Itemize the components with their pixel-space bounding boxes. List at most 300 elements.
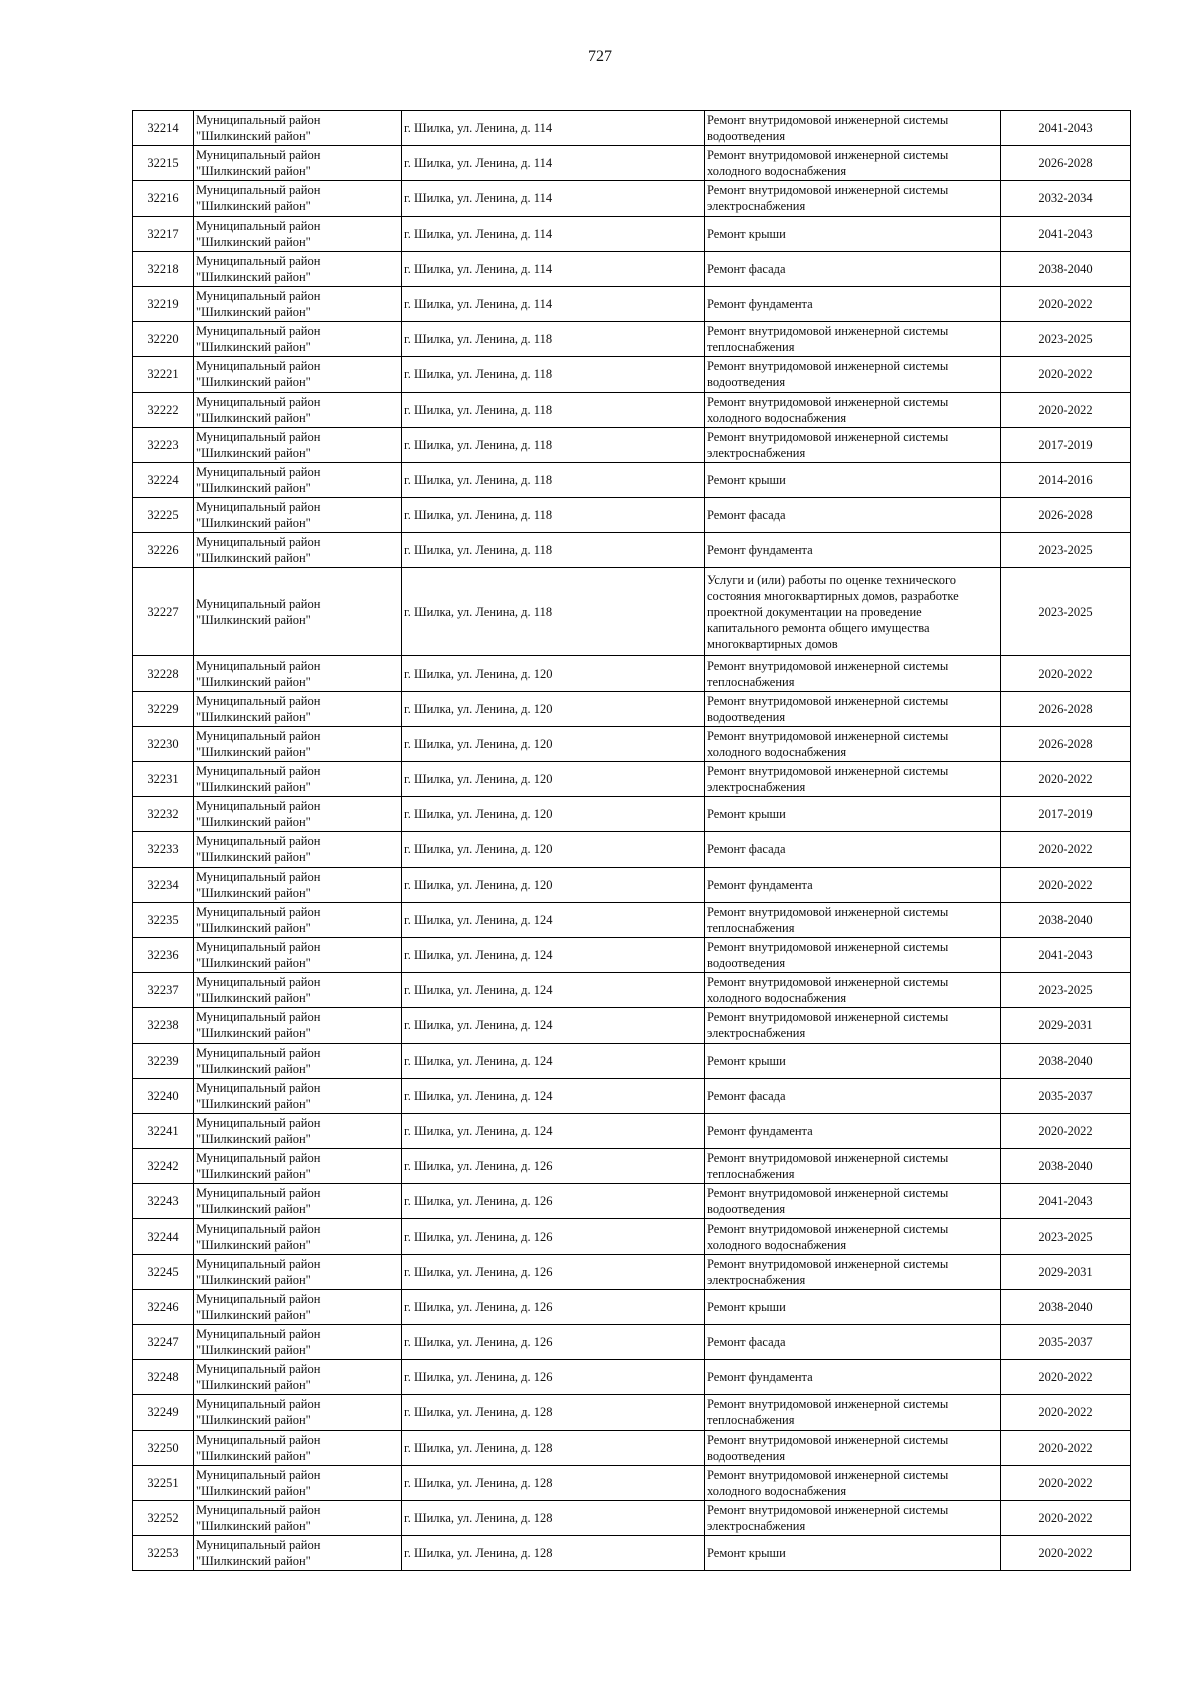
municipality-cell: [194, 1536, 402, 1571]
work-type-line: Ремонт фасада: [707, 1335, 786, 1350]
municipality-line: "Шилкинский район": [196, 744, 311, 759]
municipality-line: "Шилкинский район": [196, 340, 311, 355]
table-row: [133, 1219, 1131, 1254]
municipality-cell: [194, 392, 402, 427]
address-cell: г. Шилка, ул. Ленина, д. 126: [402, 1219, 705, 1254]
address-cell: г. Шилка, ул. Ленина, д. 118: [402, 462, 705, 497]
row-number-cell: 32233: [133, 832, 194, 867]
address-cell: г. Шилка, ул. Ленина, д. 118: [402, 357, 705, 392]
municipality-cell: [194, 937, 402, 972]
period-cell: 2020-2022: [1001, 867, 1131, 902]
address-cell: г. Шилка, ул. Ленина, д. 114: [402, 181, 705, 216]
work-type-line: Ремонт крыши: [707, 807, 786, 822]
municipality-line: Муниципальный район: [196, 1538, 321, 1553]
period-cell: 2023-2025: [1001, 973, 1131, 1008]
table-row: [133, 1536, 1131, 1571]
row-number-cell: 32250: [133, 1430, 194, 1465]
table-row: [133, 111, 1131, 146]
row-number-cell: 32230: [133, 726, 194, 761]
table-row: [133, 462, 1131, 497]
table-row: [133, 656, 1131, 691]
table-row: [133, 973, 1131, 1008]
work-type-line: водоотведения: [707, 129, 786, 144]
table-row: [133, 902, 1131, 937]
work-type-cell: [705, 568, 1001, 656]
page-number: 727: [588, 48, 612, 65]
municipality-line: "Шилкинский район": [196, 305, 311, 320]
municipality-cell: [194, 111, 402, 146]
table-row: [133, 392, 1131, 427]
table-row: [133, 251, 1131, 286]
work-type-line: Ремонт внутридомовой инженерной системы: [707, 1221, 949, 1236]
municipality-line: Муниципальный район: [196, 764, 321, 779]
municipality-line: "Шилкинский район": [196, 234, 311, 249]
period-cell: 2023-2025: [1001, 533, 1131, 568]
row-number-cell: 32245: [133, 1254, 194, 1289]
address-cell: г. Шилка, ул. Ленина, д. 128: [402, 1500, 705, 1535]
row-number-cell: 32241: [133, 1113, 194, 1148]
table-row: [133, 691, 1131, 726]
work-type-cell: [705, 937, 1001, 972]
address-cell: г. Шилка, ул. Ленина, д. 124: [402, 973, 705, 1008]
municipality-line: Муниципальный район: [196, 253, 321, 268]
work-type-line: Ремонт фасада: [707, 1088, 786, 1103]
municipality-cell: [194, 1289, 402, 1324]
work-type-cell: [705, 322, 1001, 357]
work-type-cell: [705, 1536, 1001, 1571]
municipality-line: "Шилкинский район": [196, 674, 311, 689]
address-cell: г. Шилка, ул. Ленина, д. 128: [402, 1430, 705, 1465]
table-row: [133, 146, 1131, 181]
municipality-cell: [194, 1325, 402, 1360]
municipality-cell: [194, 726, 402, 761]
period-cell: 2023-2025: [1001, 568, 1131, 656]
work-type-line: Ремонт крыши: [707, 1299, 786, 1314]
municipality-line: "Шилкинский район": [196, 1343, 311, 1358]
work-type-cell: [705, 1360, 1001, 1395]
municipality-cell: [194, 1465, 402, 1500]
row-number-cell: 32214: [133, 111, 194, 146]
table-row: [133, 1325, 1131, 1360]
period-cell: 2020-2022: [1001, 1500, 1131, 1535]
municipality-line: Муниципальный район: [196, 728, 321, 743]
period-cell: 2041-2043: [1001, 1184, 1131, 1219]
period-cell: 2041-2043: [1001, 216, 1131, 251]
work-type-cell: [705, 1184, 1001, 1219]
table-row: [133, 1043, 1131, 1078]
municipality-line: Муниципальный район: [196, 464, 321, 479]
municipality-line: "Шилкинский район": [196, 269, 311, 284]
address-cell: г. Шилка, ул. Ленина, д. 118: [402, 568, 705, 656]
period-cell: 2020-2022: [1001, 832, 1131, 867]
row-number-cell: 32243: [133, 1184, 194, 1219]
period-cell: 2029-2031: [1001, 1008, 1131, 1043]
table-body: [133, 111, 1131, 1571]
municipality-cell: [194, 251, 402, 286]
period-cell: 2026-2028: [1001, 726, 1131, 761]
work-type-line: Ремонт внутридомовой инженерной системы: [707, 1186, 949, 1201]
municipality-line: "Шилкинский район": [196, 375, 311, 390]
work-type-line: Ремонт внутридомовой инженерной системы: [707, 1503, 949, 1518]
municipality-cell: [194, 1360, 402, 1395]
municipality-line: "Шилкинский район": [196, 164, 311, 179]
municipality-line: "Шилкинский район": [196, 199, 311, 214]
municipality-line: "Шилкинский район": [196, 1554, 311, 1569]
work-type-line: Ремонт фундамента: [707, 1123, 813, 1138]
address-cell: г. Шилка, ул. Ленина, д. 128: [402, 1465, 705, 1500]
work-type-line: Ремонт внутридомовой инженерной системы: [707, 148, 949, 163]
table-row: [133, 568, 1131, 656]
municipality-line: "Шилкинский район": [196, 410, 311, 425]
work-type-line: электроснабжения: [707, 1272, 806, 1287]
municipality-line: Муниципальный район: [196, 1256, 321, 1271]
period-cell: 2041-2043: [1001, 111, 1131, 146]
address-cell: г. Шилка, ул. Ленина, д. 124: [402, 902, 705, 937]
work-type-line: холодного водоснабжения: [707, 410, 847, 425]
work-type-line: Ремонт внутридомовой инженерной системы: [707, 904, 949, 919]
table-row: [133, 286, 1131, 321]
row-number-cell: 32232: [133, 797, 194, 832]
address-cell: г. Шилка, ул. Ленина, д. 114: [402, 111, 705, 146]
municipality-line: "Шилкинский район": [196, 815, 311, 830]
period-cell: 2020-2022: [1001, 1113, 1131, 1148]
period-cell: 2020-2022: [1001, 656, 1131, 691]
work-type-cell: [705, 691, 1001, 726]
address-cell: г. Шилка, ул. Ленина, д. 126: [402, 1149, 705, 1184]
row-number-cell: 32252: [133, 1500, 194, 1535]
table-row: [133, 1360, 1131, 1395]
address-cell: г. Шилка, ул. Ленина, д. 124: [402, 1008, 705, 1043]
table-row: [133, 1395, 1131, 1430]
municipality-line: Муниципальный район: [196, 1010, 321, 1025]
row-number-cell: 32238: [133, 1008, 194, 1043]
work-type-line: Ремонт внутридомовой инженерной системы: [707, 429, 949, 444]
address-cell: г. Шилка, ул. Ленина, д. 118: [402, 533, 705, 568]
work-type-line: Ремонт фундамента: [707, 297, 813, 312]
work-type-line: Ремонт внутридомовой инженерной системы: [707, 1256, 949, 1271]
address-cell: г. Шилка, ул. Ленина, д. 120: [402, 691, 705, 726]
municipality-line: "Шилкинский район": [196, 920, 311, 935]
address-cell: г. Шилка, ул. Ленина, д. 120: [402, 656, 705, 691]
table-row: [133, 1149, 1131, 1184]
table-row: [133, 1465, 1131, 1500]
municipality-cell: [194, 902, 402, 937]
period-cell: 2014-2016: [1001, 462, 1131, 497]
work-type-cell: [705, 216, 1001, 251]
work-type-cell: [705, 357, 1001, 392]
work-type-line: Ремонт внутридомовой инженерной системы: [707, 1467, 949, 1482]
work-type-line: электроснабжения: [707, 445, 806, 460]
period-cell: 2038-2040: [1001, 1289, 1131, 1324]
row-number-cell: 32239: [133, 1043, 194, 1078]
row-number-cell: 32217: [133, 216, 194, 251]
row-number-cell: 32237: [133, 973, 194, 1008]
municipality-cell: [194, 498, 402, 533]
table-row: [133, 1254, 1131, 1289]
table-row: [133, 533, 1131, 568]
row-number-cell: 32253: [133, 1536, 194, 1571]
work-type-cell: [705, 1325, 1001, 1360]
municipality-line: "Шилкинский район": [196, 1202, 311, 1217]
row-number-cell: 32242: [133, 1149, 194, 1184]
table-row: [133, 1430, 1131, 1465]
address-cell: г. Шилка, ул. Ленина, д. 114: [402, 146, 705, 181]
address-cell: г. Шилка, ул. Ленина, д. 124: [402, 1078, 705, 1113]
work-type-cell: [705, 1113, 1001, 1148]
address-cell: г. Шилка, ул. Ленина, д. 126: [402, 1184, 705, 1219]
work-type-cell: [705, 1465, 1001, 1500]
work-type-cell: [705, 973, 1001, 1008]
municipality-line: "Шилкинский район": [196, 1272, 311, 1287]
work-type-line: теплоснабжения: [707, 920, 795, 935]
period-cell: 2032-2034: [1001, 181, 1131, 216]
work-type-line: Ремонт крыши: [707, 1053, 786, 1068]
table-row: [133, 1289, 1131, 1324]
work-type-line: Ремонт фасада: [707, 842, 786, 857]
municipality-line: "Шилкинский район": [196, 1167, 311, 1182]
municipality-line: Муниципальный район: [196, 1362, 321, 1377]
work-type-line: Ремонт внутридомовой инженерной системы: [707, 728, 949, 743]
work-type-line: Ремонт внутридомовой инженерной системы: [707, 183, 949, 198]
row-number-cell: 32226: [133, 533, 194, 568]
municipality-cell: [194, 832, 402, 867]
period-cell: 2023-2025: [1001, 1219, 1131, 1254]
work-type-cell: [705, 1254, 1001, 1289]
address-cell: г. Шилка, ул. Ленина, д. 126: [402, 1254, 705, 1289]
municipality-line: "Шилкинский район": [196, 1237, 311, 1252]
work-type-cell: [705, 286, 1001, 321]
period-cell: 2038-2040: [1001, 902, 1131, 937]
municipality-line: Муниципальный район: [196, 658, 321, 673]
work-type-cell: [705, 726, 1001, 761]
address-cell: г. Шилка, ул. Ленина, д. 118: [402, 427, 705, 462]
period-cell: 2035-2037: [1001, 1078, 1131, 1113]
work-type-line: Услуги и (или) работы по оценке технического: [707, 572, 957, 587]
municipality-cell: [194, 1008, 402, 1043]
municipality-line: "Шилкинский район": [196, 1131, 311, 1146]
municipality-cell: [194, 1219, 402, 1254]
row-number-cell: 32249: [133, 1395, 194, 1430]
period-cell: 2020-2022: [1001, 392, 1131, 427]
address-cell: г. Шилка, ул. Ленина, д. 126: [402, 1325, 705, 1360]
period-cell: 2029-2031: [1001, 1254, 1131, 1289]
work-type-line: теплоснабжения: [707, 340, 795, 355]
work-type-line: Ремонт внутридомовой инженерной системы: [707, 658, 949, 673]
table-row: [133, 1008, 1131, 1043]
period-cell: 2038-2040: [1001, 251, 1131, 286]
municipality-cell: [194, 1078, 402, 1113]
period-cell: 2020-2022: [1001, 1395, 1131, 1430]
work-type-cell: [705, 1500, 1001, 1535]
work-type-line: водоотведения: [707, 956, 786, 971]
municipality-cell: [194, 286, 402, 321]
period-cell: 2026-2028: [1001, 146, 1131, 181]
period-cell: 2035-2037: [1001, 1325, 1131, 1360]
work-type-line: Ремонт крыши: [707, 226, 786, 241]
work-type-cell: [705, 1043, 1001, 1078]
address-cell: г. Шилка, ул. Ленина, д. 124: [402, 1113, 705, 1148]
row-number-cell: 32251: [133, 1465, 194, 1500]
work-type-line: Ремонт крыши: [707, 1546, 786, 1561]
work-type-line: водоотведения: [707, 1202, 786, 1217]
municipality-line: "Шилкинский район": [196, 1096, 311, 1111]
period-cell: 2023-2025: [1001, 322, 1131, 357]
municipality-line: Муниципальный район: [196, 596, 321, 611]
work-type-cell: [705, 533, 1001, 568]
period-cell: 2026-2028: [1001, 691, 1131, 726]
work-type-cell: [705, 656, 1001, 691]
row-number-cell: 32221: [133, 357, 194, 392]
work-type-line: Ремонт внутридомовой инженерной системы: [707, 940, 949, 955]
work-type-line: Ремонт внутридомовой инженерной системы: [707, 764, 949, 779]
work-type-line: холодного водоснабжения: [707, 1483, 847, 1498]
period-cell: 2020-2022: [1001, 1536, 1131, 1571]
municipality-line: Муниципальный район: [196, 500, 321, 515]
municipality-cell: [194, 1043, 402, 1078]
row-number-cell: 32236: [133, 937, 194, 972]
municipality-cell: [194, 357, 402, 392]
period-cell: 2020-2022: [1001, 1465, 1131, 1500]
municipality-cell: [194, 1113, 402, 1148]
work-type-cell: [705, 392, 1001, 427]
period-cell: 2026-2028: [1001, 498, 1131, 533]
table-row: [133, 181, 1131, 216]
work-type-line: капитального ремонта общего имущества: [707, 620, 930, 635]
period-cell: 2041-2043: [1001, 937, 1131, 972]
address-cell: г. Шилка, ул. Ленина, д. 118: [402, 322, 705, 357]
address-cell: г. Шилка, ул. Ленина, д. 128: [402, 1536, 705, 1571]
work-type-line: Ремонт внутридомовой инженерной системы: [707, 113, 949, 128]
work-type-line: теплоснабжения: [707, 674, 795, 689]
table-row: [133, 1078, 1131, 1113]
row-number-cell: 32235: [133, 902, 194, 937]
work-type-cell: [705, 867, 1001, 902]
table-row: [133, 1113, 1131, 1148]
work-type-line: водоотведения: [707, 1448, 786, 1463]
address-cell: г. Шилка, ул. Ленина, д. 118: [402, 498, 705, 533]
work-type-line: Ремонт внутридомовой инженерной системы: [707, 1397, 949, 1412]
municipality-cell: [194, 656, 402, 691]
municipality-cell: [194, 322, 402, 357]
work-type-cell: [705, 111, 1001, 146]
municipality-line: "Шилкинский район": [196, 1448, 311, 1463]
row-number-cell: 32224: [133, 462, 194, 497]
municipality-line: Муниципальный район: [196, 1503, 321, 1518]
municipality-line: "Шилкинский район": [196, 480, 311, 495]
municipality-cell: [194, 867, 402, 902]
address-cell: г. Шилка, ул. Ленина, д. 120: [402, 762, 705, 797]
municipality-line: "Шилкинский район": [196, 709, 311, 724]
table-row: [133, 867, 1131, 902]
municipality-line: "Шилкинский район": [196, 1483, 311, 1498]
municipality-line: Муниципальный район: [196, 975, 321, 990]
address-cell: г. Шилка, ул. Ленина, д. 114: [402, 216, 705, 251]
row-number-cell: 32228: [133, 656, 194, 691]
table-row: [133, 427, 1131, 462]
table-row: [133, 216, 1131, 251]
work-type-line: Ремонт внутридомовой инженерной системы: [707, 359, 949, 374]
row-number-cell: 32231: [133, 762, 194, 797]
period-cell: 2038-2040: [1001, 1043, 1131, 1078]
work-type-line: теплоснабжения: [707, 1167, 795, 1182]
table-row: [133, 937, 1131, 972]
table-row: [133, 1184, 1131, 1219]
municipality-line: "Шилкинский район": [196, 991, 311, 1006]
address-cell: г. Шилка, ул. Ленина, д. 124: [402, 1043, 705, 1078]
work-type-line: Ремонт внутридомовой инженерной системы: [707, 394, 949, 409]
work-type-line: Ремонт внутридомовой инженерной системы: [707, 1010, 949, 1025]
address-cell: г. Шилка, ул. Ленина, д. 120: [402, 726, 705, 761]
work-type-line: Ремонт внутридомовой инженерной системы: [707, 1151, 949, 1166]
work-type-cell: [705, 1008, 1001, 1043]
row-number-cell: 32223: [133, 427, 194, 462]
work-type-line: водоотведения: [707, 709, 786, 724]
work-type-line: Ремонт внутридомовой инженерной системы: [707, 1432, 949, 1447]
work-type-line: холодного водоснабжения: [707, 991, 847, 1006]
period-cell: 2017-2019: [1001, 797, 1131, 832]
municipality-line: "Шилкинский район": [196, 1307, 311, 1322]
municipality-line: Муниципальный район: [196, 1432, 321, 1447]
address-cell: г. Шилка, ул. Ленина, д. 114: [402, 251, 705, 286]
period-cell: 2020-2022: [1001, 762, 1131, 797]
work-type-line: Ремонт фасада: [707, 508, 786, 523]
work-type-line: электроснабжения: [707, 780, 806, 795]
municipality-line: "Шилкинский район": [196, 1413, 311, 1428]
municipality-line: "Шилкинский район": [196, 612, 311, 627]
municipality-cell: [194, 216, 402, 251]
work-type-line: теплоснабжения: [707, 1413, 795, 1428]
work-type-cell: [705, 1219, 1001, 1254]
municipality-line: Муниципальный район: [196, 904, 321, 919]
address-cell: г. Шилка, ул. Ленина, д. 114: [402, 286, 705, 321]
work-type-cell: [705, 1149, 1001, 1184]
work-type-line: состояния многоквартирных домов, разработке: [707, 588, 959, 603]
period-cell: 2017-2019: [1001, 427, 1131, 462]
address-cell: г. Шилка, ул. Ленина, д. 120: [402, 797, 705, 832]
municipality-line: Муниципальный район: [196, 1045, 321, 1060]
work-type-cell: [705, 1430, 1001, 1465]
municipality-line: Муниципальный район: [196, 1151, 321, 1166]
municipality-line: Муниципальный район: [196, 1186, 321, 1201]
row-number-cell: 32219: [133, 286, 194, 321]
work-type-cell: [705, 1395, 1001, 1430]
address-cell: г. Шилка, ул. Ленина, д. 120: [402, 867, 705, 902]
period-cell: 2020-2022: [1001, 1360, 1131, 1395]
municipality-line: Муниципальный район: [196, 218, 321, 233]
work-type-line: Ремонт фундамента: [707, 543, 813, 558]
municipality-line: Муниципальный район: [196, 834, 321, 849]
row-number-cell: 32247: [133, 1325, 194, 1360]
municipality-line: "Шилкинский район": [196, 956, 311, 971]
municipality-line: "Шилкинский район": [196, 1519, 311, 1534]
work-type-line: Ремонт внутридомовой инженерной системы: [707, 975, 949, 990]
municipality-cell: [194, 1254, 402, 1289]
table-row: [133, 797, 1131, 832]
row-number-cell: 32240: [133, 1078, 194, 1113]
work-type-cell: [705, 427, 1001, 462]
municipality-line: Муниципальный район: [196, 1327, 321, 1342]
row-number-cell: 32234: [133, 867, 194, 902]
row-number-cell: 32216: [133, 181, 194, 216]
work-type-line: холодного водоснабжения: [707, 164, 847, 179]
municipality-line: Муниципальный район: [196, 693, 321, 708]
row-number-cell: 32229: [133, 691, 194, 726]
work-type-line: холодного водоснабжения: [707, 744, 847, 759]
table-row: [133, 498, 1131, 533]
row-number-cell: 32248: [133, 1360, 194, 1395]
address-cell: г. Шилка, ул. Ленина, д. 128: [402, 1395, 705, 1430]
municipality-line: "Шилкинский район": [196, 445, 311, 460]
